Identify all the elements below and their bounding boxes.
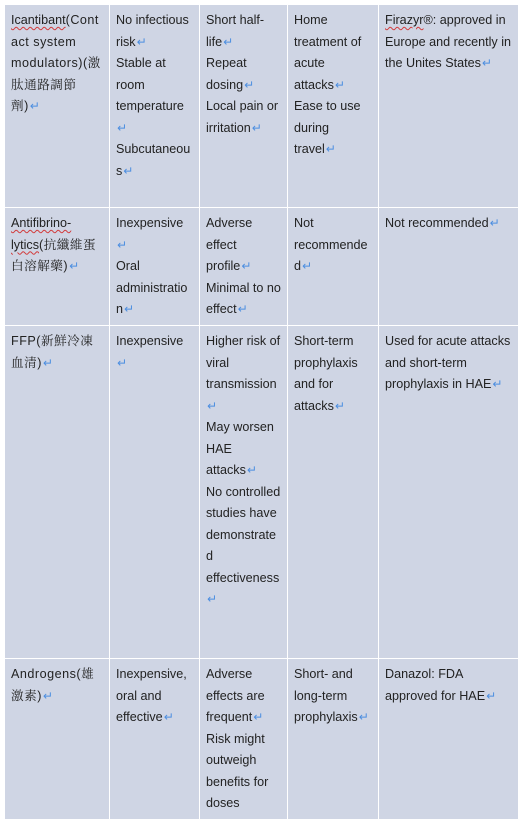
comment-text: ®: approved in Europe and recently in the Unites States: [385, 13, 512, 70]
advantage-item: Oral administration: [116, 259, 188, 316]
drug-name-detail: (Contact system modulators)(激肽通路調節劑): [11, 13, 101, 113]
drug-name: Icantibant: [11, 13, 66, 27]
disadvantages-cell[interactable]: [200, 659, 288, 820]
return-mark-icon: ↵: [334, 398, 345, 413]
comments-cell[interactable]: [379, 5, 519, 208]
drug-cell[interactable]: [5, 326, 110, 659]
return-mark-icon: ↵: [123, 163, 134, 178]
advantage-item: Subcutaneous: [116, 142, 191, 178]
advantages-cell[interactable]: [110, 659, 200, 820]
return-mark-icon: ↵: [29, 99, 40, 113]
comment-text: Danazol: FDA approved for HAE: [385, 667, 486, 703]
disadvantage-item: Adverse effect profile: [206, 216, 253, 273]
disadvantages-cell[interactable]: [200, 5, 288, 208]
comments-cell[interactable]: [379, 208, 519, 326]
return-mark-icon: ↵: [223, 34, 234, 49]
comment-text: Not recommended: [385, 216, 489, 230]
return-mark-icon: ↵: [207, 398, 218, 413]
disadvantage-item: Repeat dosing: [206, 56, 247, 92]
comment-text: Used for acute attacks and short-term prophylaxis in HAE: [385, 334, 511, 391]
drug-name: FFP(新鮮冷凍血清): [11, 334, 94, 370]
return-mark-icon: ↵: [207, 592, 218, 606]
comments-cell[interactable]: [379, 326, 519, 659]
disadvantages-cell[interactable]: [200, 208, 288, 326]
return-mark-icon: ↵: [246, 463, 257, 477]
return-mark-icon: ↵: [492, 377, 503, 391]
return-mark-icon: ↵: [42, 688, 53, 703]
advantages-cell[interactable]: [110, 326, 200, 659]
return-mark-icon: ↵: [489, 216, 500, 230]
disadvantage-item: May worsen HAE attacks: [206, 420, 274, 477]
return-mark-icon: ↵: [136, 34, 147, 49]
return-mark-icon: ↵: [244, 77, 255, 92]
table-row: [5, 5, 519, 208]
return-mark-icon: ↵: [481, 56, 492, 70]
advantage-item: Stable at room temperature: [116, 56, 184, 113]
indications-cell[interactable]: [288, 208, 379, 326]
drug-cell[interactable]: [5, 208, 110, 326]
disadvantage-item: Higher risk of viral transmission: [206, 334, 281, 391]
return-mark-icon: ↵: [117, 355, 128, 370]
document-page: [3, 3, 519, 818]
drug-cell[interactable]: [5, 5, 110, 208]
drug-name: Antifibrino-lytics: [11, 216, 72, 252]
return-mark-icon: ↵: [251, 120, 262, 135]
return-mark-icon: ↵: [253, 710, 264, 724]
disadvantage-item: Short half-life: [206, 13, 265, 49]
indications-cell[interactable]: [288, 659, 379, 820]
advantage-item: Inexpensive, oral and effective: [116, 667, 187, 724]
indication-item: Short- and long-term prophylaxis: [294, 667, 358, 724]
indication-item: Home treatment of acute attacks: [294, 13, 362, 92]
return-mark-icon: ↵: [163, 710, 174, 724]
return-mark-icon: ↵: [358, 710, 369, 724]
return-mark-icon: ↵: [124, 302, 135, 316]
return-mark-icon: ↵: [241, 259, 252, 273]
indication-item: Not recommended: [294, 216, 368, 273]
indication-item: Ease to use during travel: [294, 99, 361, 156]
hae-treatment-table: [4, 4, 519, 820]
return-mark-icon: ↵: [486, 688, 497, 703]
table-row: [5, 208, 519, 326]
disadvantage-item: Adverse effects are frequent: [206, 667, 265, 724]
disadvantage-item: Minimal to no effect: [206, 280, 281, 316]
return-mark-icon: ↵: [302, 259, 313, 273]
indications-cell[interactable]: [288, 326, 379, 659]
table-row: [5, 659, 519, 820]
return-mark-icon: ↵: [117, 120, 128, 135]
advantages-cell[interactable]: [110, 5, 200, 208]
advantage-item: Inexpensive: [116, 334, 184, 348]
return-mark-icon: ↵: [69, 259, 80, 273]
return-mark-icon: ↵: [334, 77, 345, 92]
brand-name: Firazyr: [385, 13, 424, 27]
indications-cell[interactable]: [288, 5, 379, 208]
disadvantage-item: No controlled studies have demonstrated effectiveness: [206, 484, 281, 585]
indication-item: Short-term prophylaxis and for attacks: [294, 334, 358, 413]
disadvantage-item: Local pain or irritation: [206, 99, 279, 135]
disadvantage-item: Risk might outweigh benefits for doses: [206, 731, 269, 810]
advantages-cell[interactable]: [110, 208, 200, 326]
advantage-item: No infectious risk: [116, 13, 189, 49]
return-mark-icon: ↵: [117, 237, 128, 252]
advantage-item: Inexpensive: [116, 216, 184, 230]
return-mark-icon: ↵: [237, 302, 248, 316]
comments-cell[interactable]: [379, 659, 519, 820]
drug-name-detail: (抗纖維蛋白溶解藥): [11, 237, 97, 273]
drug-name: Androgens(雄激素): [11, 667, 95, 703]
return-mark-icon: ↵: [325, 142, 336, 156]
return-mark-icon: ↵: [42, 355, 53, 370]
drug-cell[interactable]: [5, 659, 110, 820]
table-row: [5, 326, 519, 659]
disadvantages-cell[interactable]: [200, 326, 288, 659]
